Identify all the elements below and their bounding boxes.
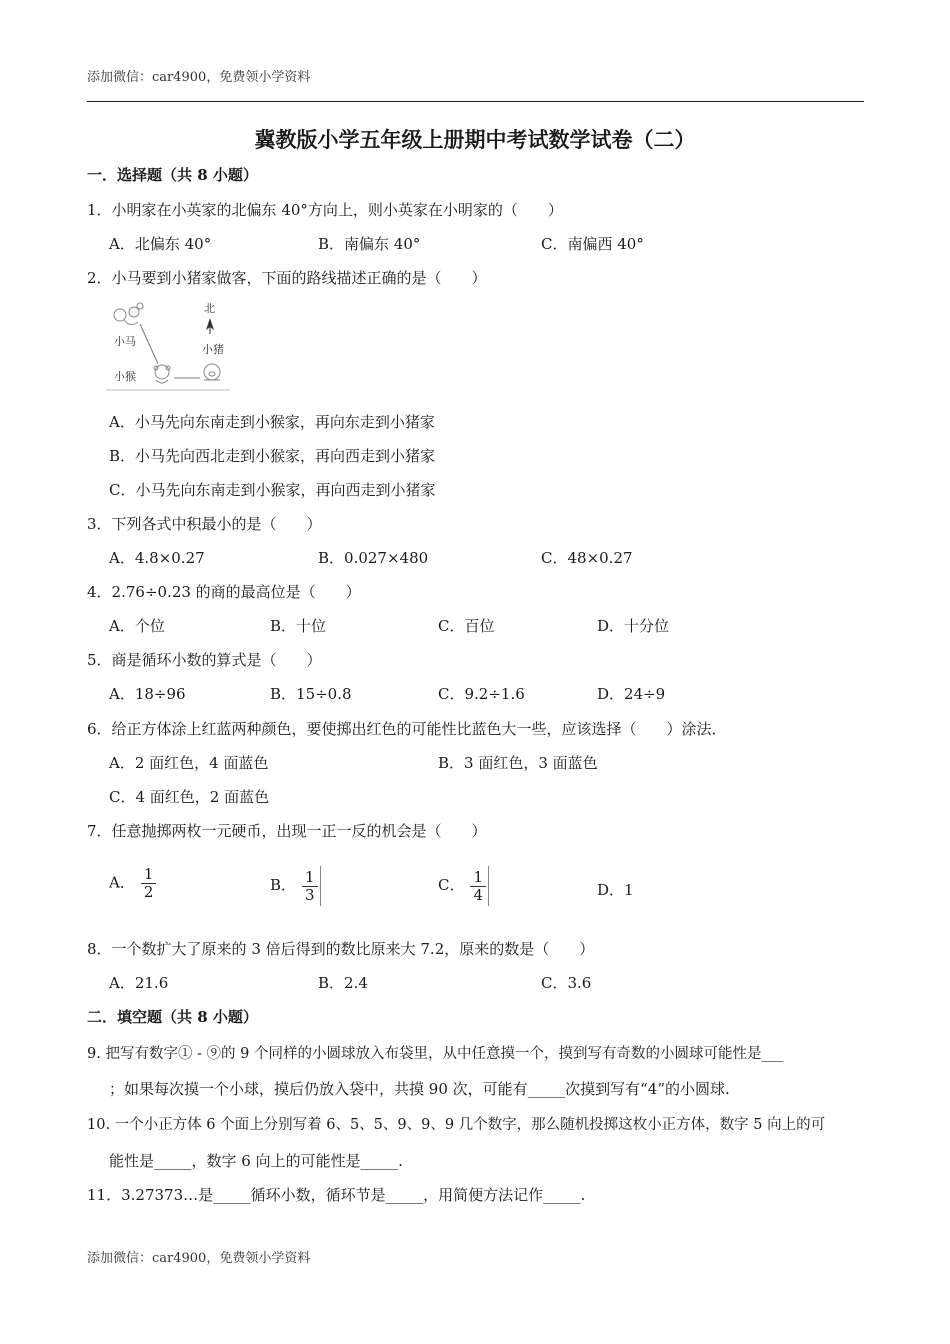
q4-option-d: D．十分位 — [597, 617, 670, 635]
horse-illustration — [114, 303, 143, 325]
route-figure — [106, 298, 236, 393]
section-heading-choice: 一．选择题（共 8 小题） — [87, 166, 258, 184]
fraction-one-quarter: $\frac{1}{4}$ — [470, 869, 486, 904]
monkey-illustration — [154, 365, 170, 383]
q6-option-a: A．2 面红色，4 面蓝色 — [109, 754, 269, 772]
q5-option-d: D．24÷9 — [597, 685, 666, 703]
q7-option-b-label: B． — [270, 876, 297, 894]
q8-option-c: C．3.6 — [541, 974, 592, 992]
q2-option-c: C．小马先向东南走到小猴家，再向西走到小猪家 — [109, 481, 436, 499]
fraction-one-third: $\frac{1}{3}$ — [302, 869, 318, 904]
north-label: 北 — [204, 302, 215, 315]
q7-option-a-label: A． — [109, 873, 135, 892]
page-footer: 添加微信：car4900，免费领小学资料 — [87, 1251, 311, 1266]
question-9-line-1: 9. 把写有数字① - ⑨的 9 个同样的小圆球放入布袋里，从中任意摸一个，摸到写有奇数的小圆球可能性是___ — [87, 1046, 784, 1062]
q4-option-b: B．十位 — [270, 617, 327, 635]
monkey-label: 小猴 — [114, 370, 136, 383]
question-9-line-2: ；如果每次摸一个小球，摸后仍放入袋中，共摸 90 次，可能有_____次摸到写有“4”的小圆球. — [109, 1080, 730, 1098]
q6-option-c: C．4 面红色，2 面蓝色 — [109, 788, 270, 806]
question-4: 4．2.76÷0.23 的商的最高位是（ ） — [87, 583, 361, 601]
question-1: 1．小明家在小英家的北偏东 40°方向上，则小英家在小明家的（ ） — [87, 201, 563, 219]
pig-illustration — [204, 364, 220, 380]
question-2: 2．小马要到小猪家做客，下面的路线描述正确的是（ ） — [87, 269, 487, 287]
q7-option-a — [109, 866, 156, 901]
north-arrow-icon — [206, 318, 214, 334]
q8-option-a: A．21.6 — [109, 974, 169, 992]
question-8: 8．一个数扩大了原来的 3 倍后得到的数比原来大 7.2，原来的数是（ ） — [87, 940, 595, 958]
q3-option-b: B．0.027×480 — [318, 549, 429, 567]
q8-option-b: B．2.4 — [318, 974, 368, 992]
q2-option-b: B．小马先向西北走到小猴家，再向西走到小猪家 — [109, 447, 436, 465]
header-divider — [87, 101, 864, 102]
question-3: 3．下列各式中积最小的是（ ） — [87, 515, 322, 533]
q7-option-d: D．1 — [597, 881, 634, 899]
route-line-se — [140, 324, 158, 364]
q1-option-c: C．南偏西 40° — [541, 235, 644, 253]
q3-option-c: C．48×0.27 — [541, 549, 633, 567]
question-7: 7．任意抛掷两枚一元硬币，出现一正一反的机会是（ ） — [87, 822, 487, 840]
q6-option-b: B．3 面红色，3 面蓝色 — [438, 754, 598, 772]
q5-option-c: C．9.2÷1.6 — [438, 685, 525, 703]
q4-option-c: C．百位 — [438, 617, 495, 635]
page-title: 冀教版小学五年级上册期中考试数学试卷（二） — [254, 127, 696, 152]
question-6: 6．给正方体涂上红蓝两种颜色，要使掷出红色的可能性比蓝色大一些，应该选择（ ）涂法． — [87, 720, 727, 738]
question-5: 5．商是循环小数的算式是（ ） — [87, 651, 322, 669]
q7-option-c-label: C． — [438, 876, 465, 894]
page-header: 添加微信：car4900，免费领小学资料 — [87, 70, 311, 85]
q2-option-a: A．小马先向东南走到小猴家，再向东走到小猪家 — [109, 413, 435, 431]
question-10-line-2: 能性是_____，数字 6 向上的可能性是_____. — [109, 1152, 403, 1170]
fraction-one-half: $\frac{1}{2}$ — [141, 866, 157, 901]
question-10-line-1: 10. 一个小正方体 6 个面上分别写着 6、5、5、9、9、9 几个数字，那么随机投掷这枚小正方体，数字 5 向上的可 — [87, 1117, 826, 1133]
section-heading-fill: 二．填空题（共 8 小题） — [87, 1008, 258, 1026]
q4-option-a: A．个位 — [109, 617, 165, 635]
q7-option-c — [438, 866, 489, 906]
pig-label: 小猪 — [202, 343, 224, 356]
q5-option-a: A．18÷96 — [109, 685, 186, 703]
q1-option-a: A．北偏东 40° — [109, 235, 212, 253]
question-11: 11．3.27373…是_____循环小数，循环节是_____，用简便方法记作_____. — [87, 1186, 586, 1204]
q3-option-a: A．4.8×0.27 — [109, 549, 205, 567]
q7-option-b — [270, 866, 321, 906]
horse-label: 小马 — [114, 335, 136, 348]
q1-option-b: B．南偏东 40° — [318, 235, 421, 253]
q5-option-b: B．15÷0.8 — [270, 685, 352, 703]
